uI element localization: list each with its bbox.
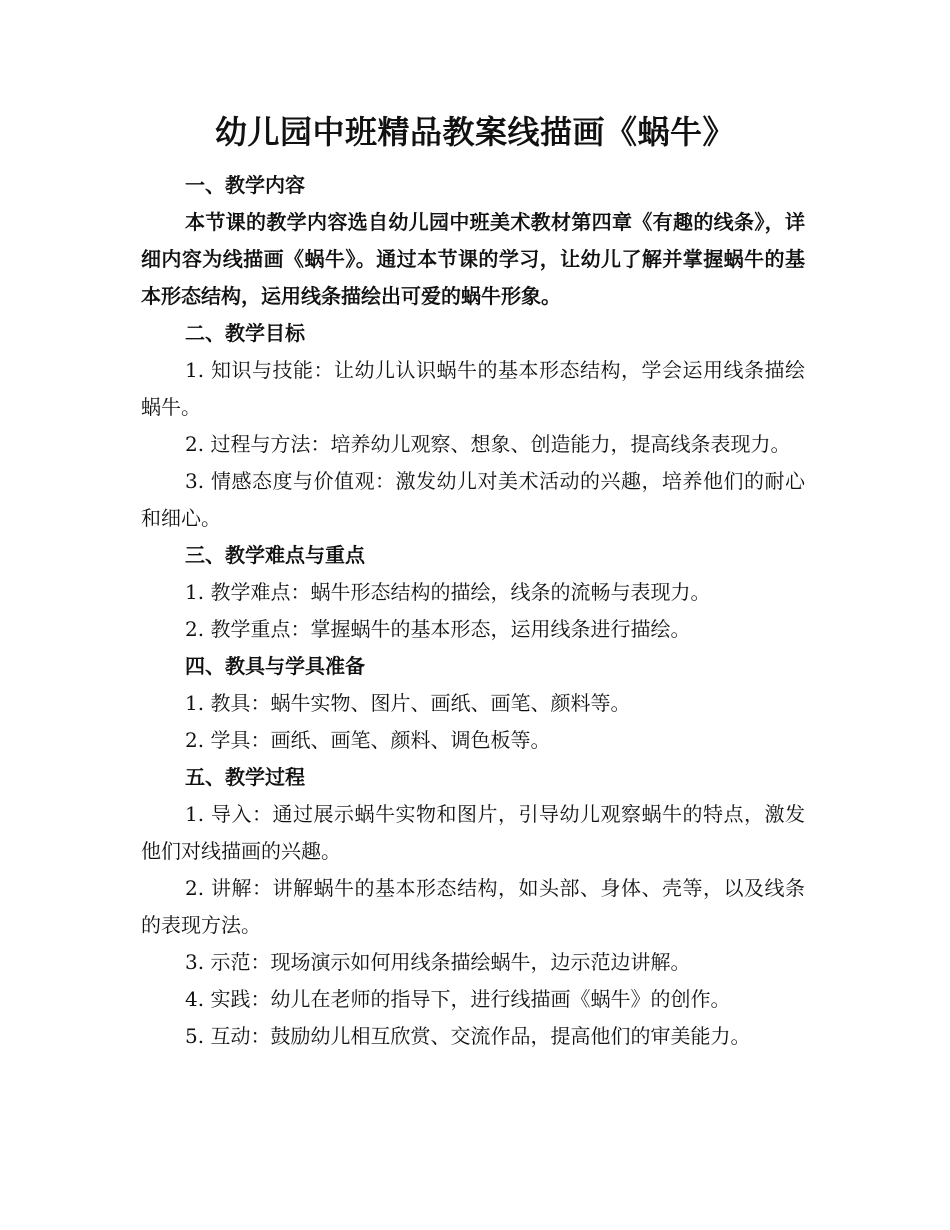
section-heading: 五、教学过程 (185, 765, 305, 789)
list-item: 1. 知识与技能：让幼儿认识蜗牛的基本形态结构，学会运用线条描绘蜗牛。 (141, 358, 805, 419)
document-title: 幼儿园中班精品教案线描画《蜗牛》 (214, 113, 735, 151)
section-paragraph: 本节课的教学内容选自幼儿园中班美术教材第四章《有趣的线条》，详细内容为线描画《蜗牛》。通过本节课的学习，让幼儿了解并掌握蜗牛的基本形态结构，运用线条描绘出可爱的蜗牛形象。 (141, 210, 805, 308)
document-body (141, 167, 805, 1055)
list-item: 5. 互动：鼓励幼儿相互欣赏、交流作品，提高他们的审美能力。 (185, 1024, 751, 1048)
list-item: 4. 实践：幼儿在老师的指导下，进行线描画《蜗牛》的创作。 (185, 987, 731, 1011)
section-heading: 四、教具与学具准备 (185, 654, 365, 678)
list-item: 3. 情感态度与价值观：激发幼儿对美术活动的兴趣，培养他们的耐心和细心。 (141, 469, 805, 530)
list-item: 1. 教具：蜗牛实物、图片、画纸、画笔、颜料等。 (185, 691, 631, 715)
list-item: 1. 教学难点：蜗牛形态结构的描绘，线条的流畅与表现力。 (185, 580, 711, 604)
section-heading: 一、教学内容 (185, 173, 305, 197)
section-heading: 二、教学目标 (185, 321, 305, 345)
list-item: 2. 讲解：讲解蜗牛的基本形态结构，如头部、身体、壳等，以及线条的表现方法。 (141, 876, 805, 937)
list-item: 1. 导入：通过展示蜗牛实物和图片，引导幼儿观察蜗牛的特点，激发他们对线描画的兴趣。 (141, 802, 805, 863)
list-item: 2. 教学重点：掌握蜗牛的基本形态，运用线条进行描绘。 (185, 617, 691, 641)
section-heading: 三、教学难点与重点 (185, 543, 365, 567)
list-item: 3. 示范：现场演示如何用线条描绘蜗牛，边示范边讲解。 (185, 950, 691, 974)
list-item: 2. 过程与方法：培养幼儿观察、想象、创造能力，提高线条表现力。 (185, 432, 791, 456)
list-item: 2. 学具：画纸、画笔、颜料、调色板等。 (185, 728, 551, 752)
